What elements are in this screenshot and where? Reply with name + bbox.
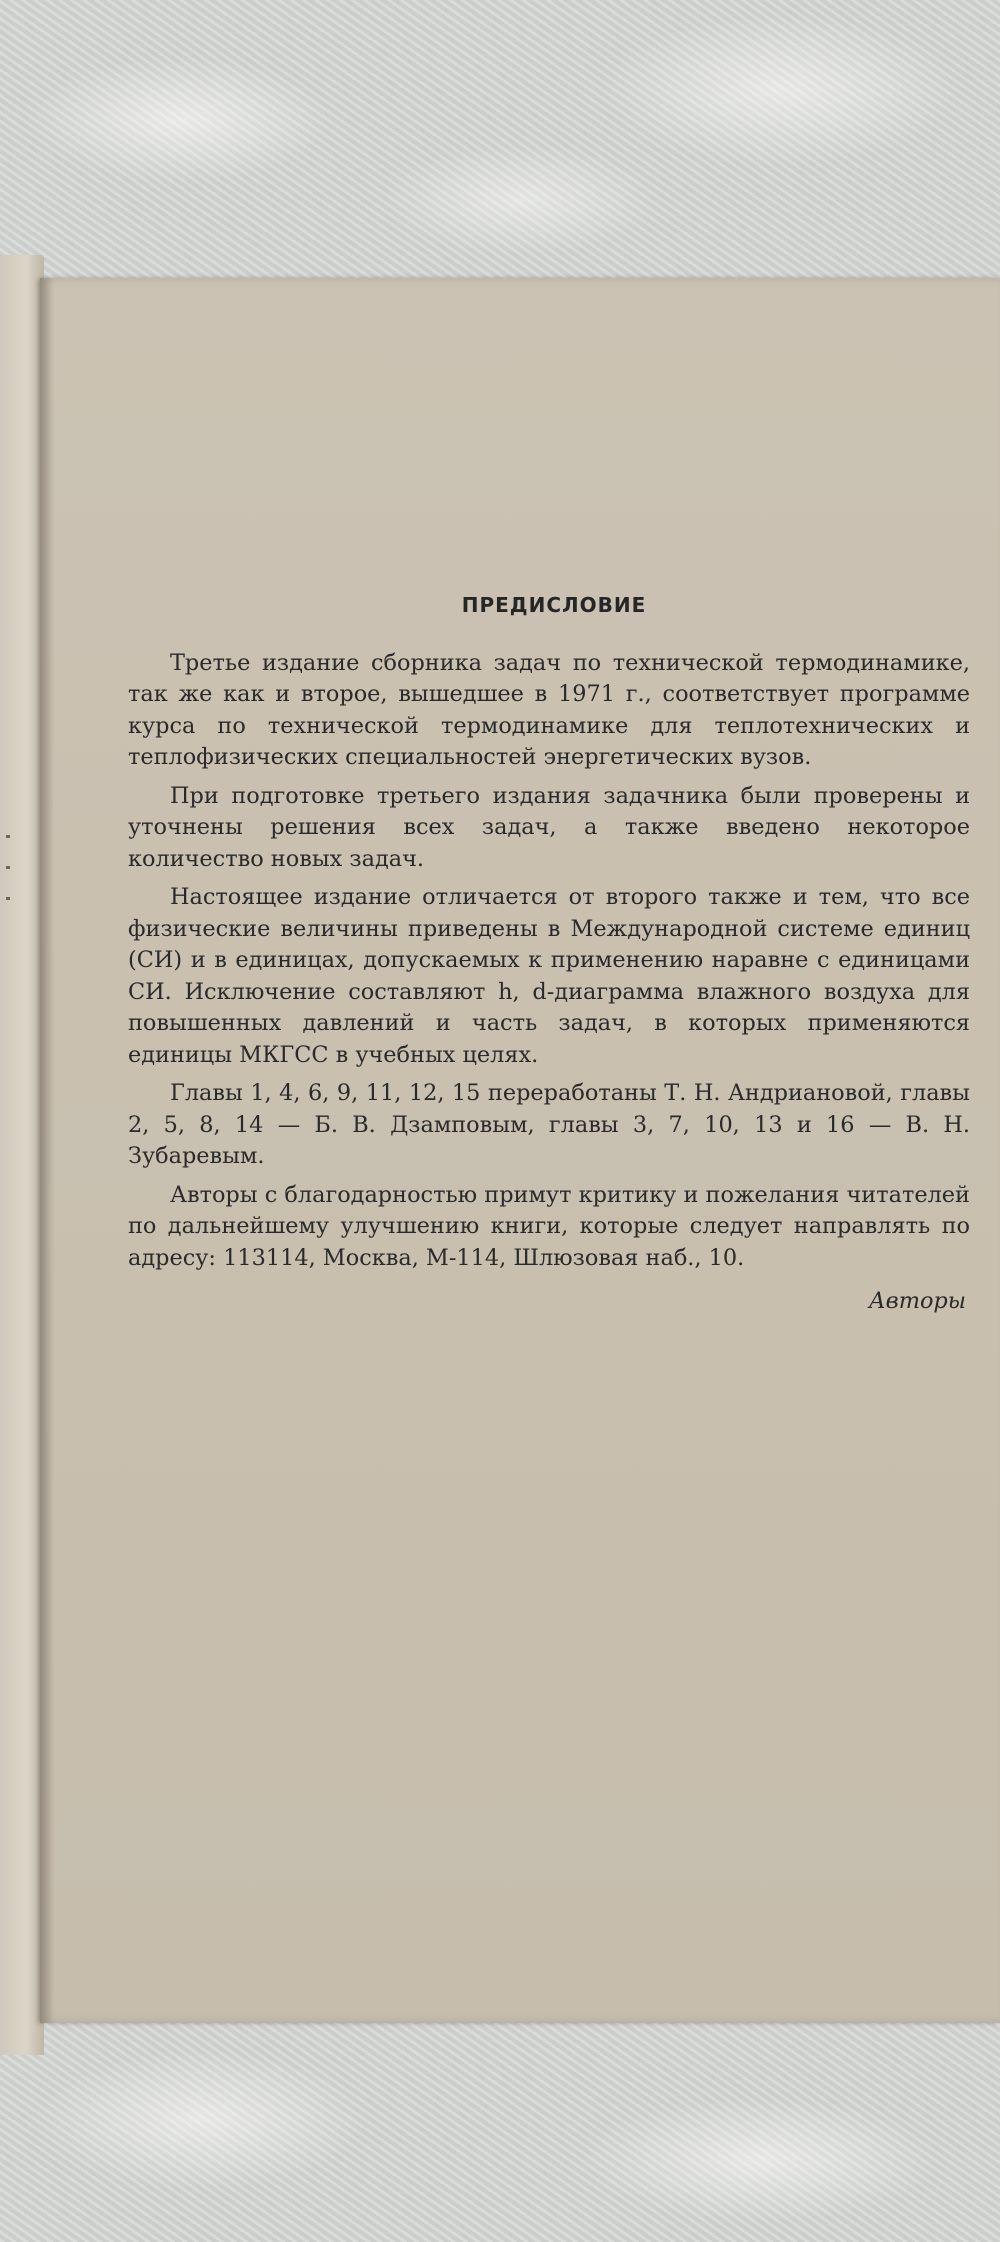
- preface-paragraph-5: Авторы с благодарностью примут критику и пожелания читателей по дальнейшему улучшению книги, которые следует направлять по адресу: 113114, Москва, М-114, Шлюзовая наб., 10.: [128, 1181, 970, 1271]
- preface-heading: ПРЕДИСЛОВИЕ: [461, 593, 647, 617]
- preface-paragraph-2: При подготовке третьего издания задачника были проверены и уточнены решения всех задач, а также введено некоторое количество новых задач.: [128, 782, 970, 872]
- page-gutter-shadow: [40, 278, 54, 2023]
- authors-signature: Авторы: [868, 1288, 966, 1314]
- previous-page-marks: [6, 835, 12, 935]
- previous-page-edge: [0, 255, 44, 2055]
- preface-paragraph-1: Третье издание сборника задач по технической термодинамике, так же как и второе, вышедшее в 1971 г., соответствует программе курса по технической термодинамике для теплотехнических и теплофизических специальностей энергетических вузов.: [128, 649, 970, 770]
- preface-section: [128, 590, 970, 1340]
- preface-paragraph-4: Главы 1, 4, 6, 9, 11, 12, 15 переработаны Т. Н. Андриановой, главы 2, 5, 8, 14 — Б. В. Дзамповым, главы 3, 7, 10, 13 и 16 — В. Н. Зубаревым.: [128, 1080, 970, 1169]
- preface-paragraph-3: Настоящее издание отличается от второго также и тем, что все физические величины приведены в Международной системе единиц (СИ) и в единицах, допускаемых к применению наравне с единицами СИ. Исключение составляют h, d-диаграмма влажного воздуха для повышенных давлений и часть задач, в которых применяются единицы МКГСС в учебных целях.: [128, 884, 970, 1068]
